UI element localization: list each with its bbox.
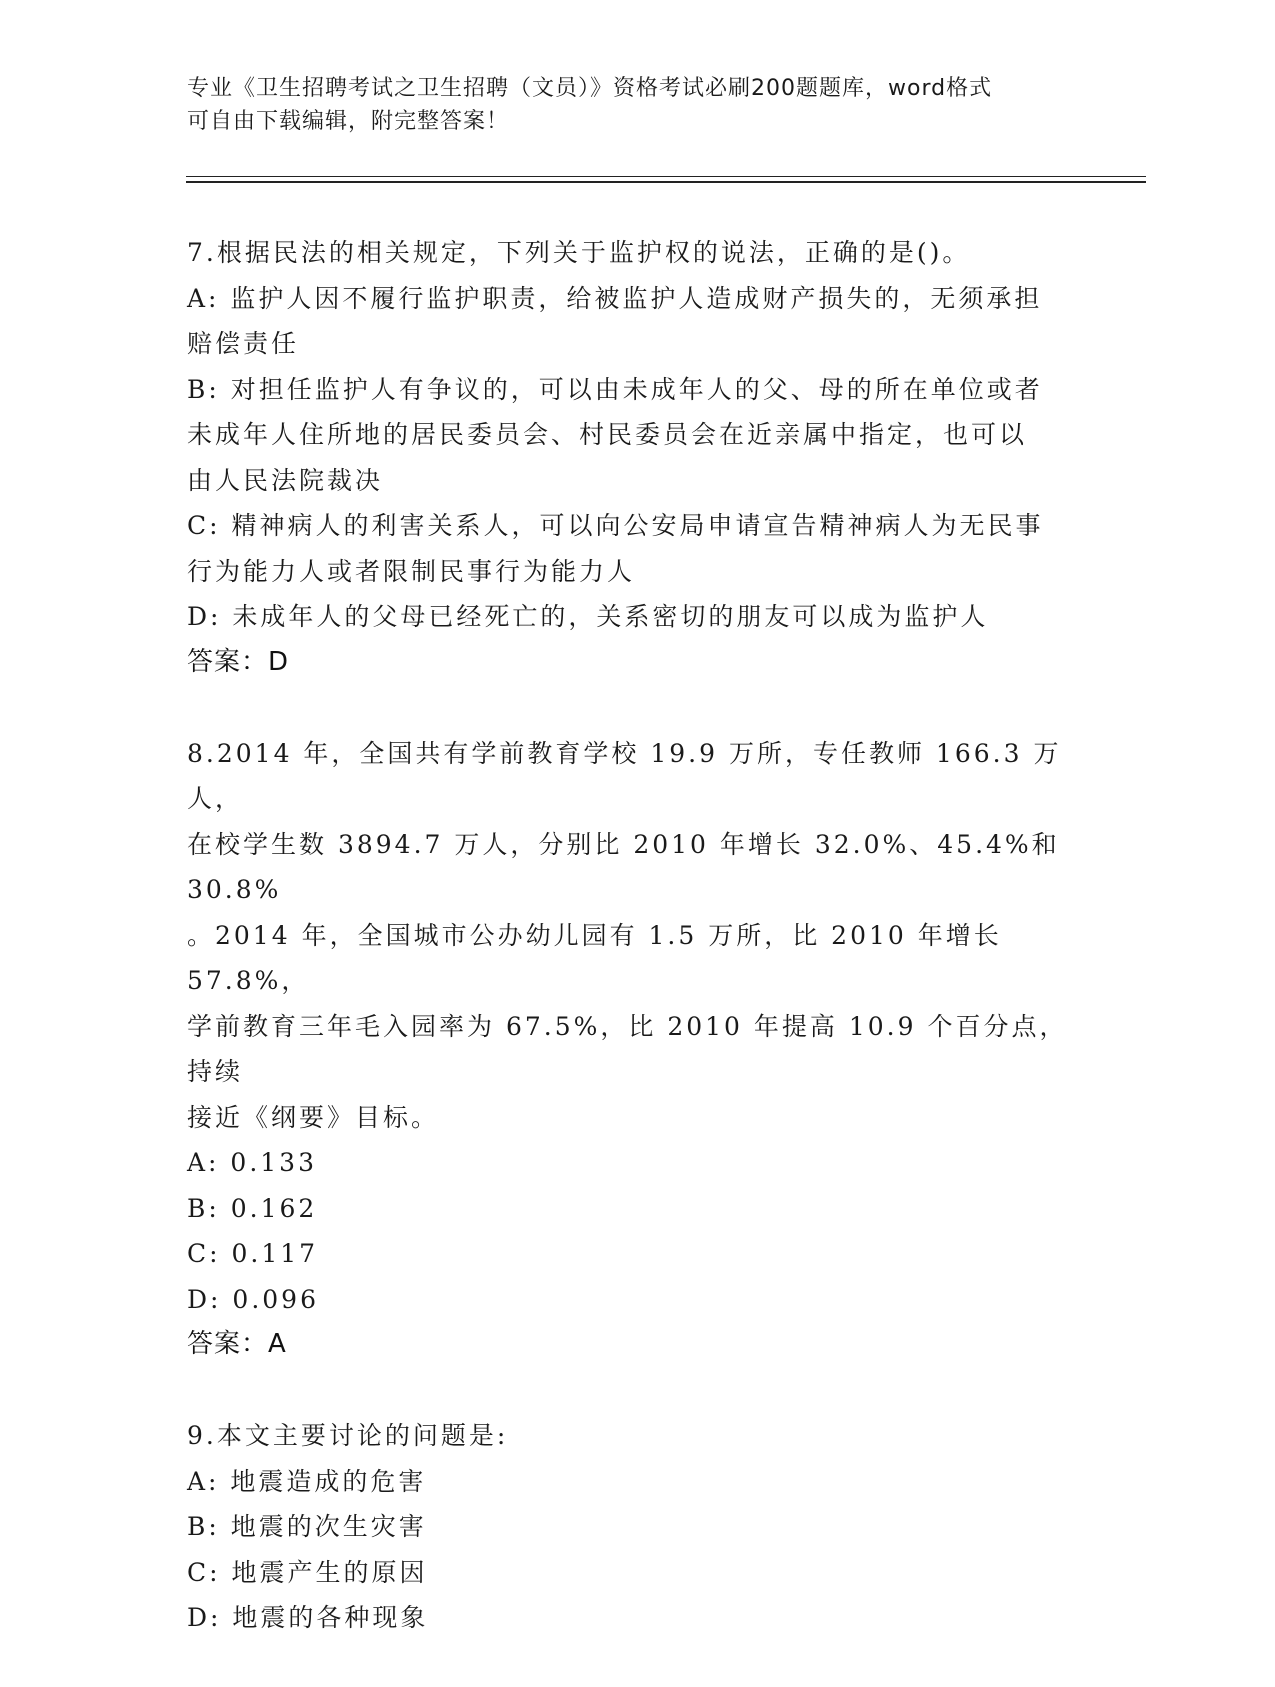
- question-stem: [187, 230, 1087, 276]
- option-line: D: 地震的各种现象: [187, 1603, 429, 1632]
- answer-label: 答案：A: [187, 1329, 287, 1359]
- option-line: 行为能力人或者限制民事行为能力人: [187, 556, 636, 586]
- header-divider-thick: [186, 181, 1146, 183]
- option-a: [187, 276, 1087, 367]
- option-line: D: 未成年人的父母已经死亡的，关系密切的朋友可以成为监护人: [187, 602, 989, 631]
- option-line: B: 0.162: [187, 1193, 318, 1223]
- option-b: [187, 1186, 1087, 1232]
- option-line: A: 0.133: [187, 1148, 317, 1177]
- option-line: 未成年人住所地的居民委员会、村民委员会在近亲属中指定，也可以: [187, 420, 1028, 449]
- option-c: [187, 503, 1087, 594]
- header-title-line-2: 可自由下载编辑，附完整答案！: [187, 109, 510, 134]
- option-line: 赔偿责任: [187, 329, 300, 358]
- stem-line: 学前教育三年毛入园率为 67.5%，比 2010 年提高 10.9 个百分点，持续: [187, 1011, 1068, 1086]
- option-line: C: 地震产生的原因: [187, 1557, 428, 1587]
- option-c: [187, 1550, 1087, 1596]
- document-header: [187, 72, 1067, 138]
- option-line: A: 监护人因不履行监护职责，给被监护人造成财产损失的，无须承担: [187, 283, 1043, 313]
- option-b: [187, 367, 1087, 504]
- stem-line: 。2014 年，全国城市公办幼儿园有 1.5 万所，比 2010 年增长 57.8%，: [187, 920, 1002, 995]
- question-stem: [187, 1413, 1087, 1459]
- stem-line: 9.本文主要讨论的问题是:: [187, 1421, 509, 1450]
- stem-line: 7.根据民法的相关规定，下列关于监护权的说法，正确的是()。: [187, 238, 971, 267]
- stem-line: 在校学生数 3894.7 万人，分别比 2010 年增长 32.0%、45.4%和 30.8%: [187, 829, 1060, 904]
- question-9: [187, 1413, 1087, 1641]
- option-line: C: 0.117: [187, 1239, 319, 1268]
- header-divider-thin: [186, 176, 1146, 177]
- option-line: B: 地震的次生灾害: [187, 1512, 427, 1541]
- answer-label: 答案：D: [187, 646, 290, 677]
- option-line: D: 0.096: [187, 1284, 319, 1314]
- option-line: A: 地震造成的危害: [187, 1466, 427, 1496]
- option-line: 由人民法院裁决: [187, 465, 384, 495]
- option-a: [187, 1140, 1087, 1186]
- question-stem: [187, 731, 1087, 1141]
- question-8: [187, 731, 1087, 1368]
- option-d: [187, 594, 1087, 640]
- stem-line: 接近《纲要》目标。: [187, 1102, 440, 1132]
- option-line: B: 对担任监护人有争议的，可以由未成年人的父、母的所在单位或者: [187, 374, 1043, 404]
- option-d: [187, 1277, 1087, 1323]
- stem-line: 8.2014 年，全国共有学前教育学校 19.9 万所，专任教师 166.3 万人，: [187, 738, 1062, 813]
- option-a: [187, 1459, 1087, 1505]
- option-line: C: 精神病人的利害关系人，可以向公安局申请宣告精神病人为无民事: [187, 511, 1044, 540]
- option-d: [187, 1595, 1087, 1641]
- option-c: [187, 1231, 1087, 1277]
- header-title-line-1: 专业《卫生招聘考试之卫生招聘（文员）》资格考试必刷200题题库，word格式: [187, 76, 993, 101]
- option-b: [187, 1504, 1087, 1550]
- question-7: [187, 230, 1087, 685]
- question-list: [187, 230, 1087, 1687]
